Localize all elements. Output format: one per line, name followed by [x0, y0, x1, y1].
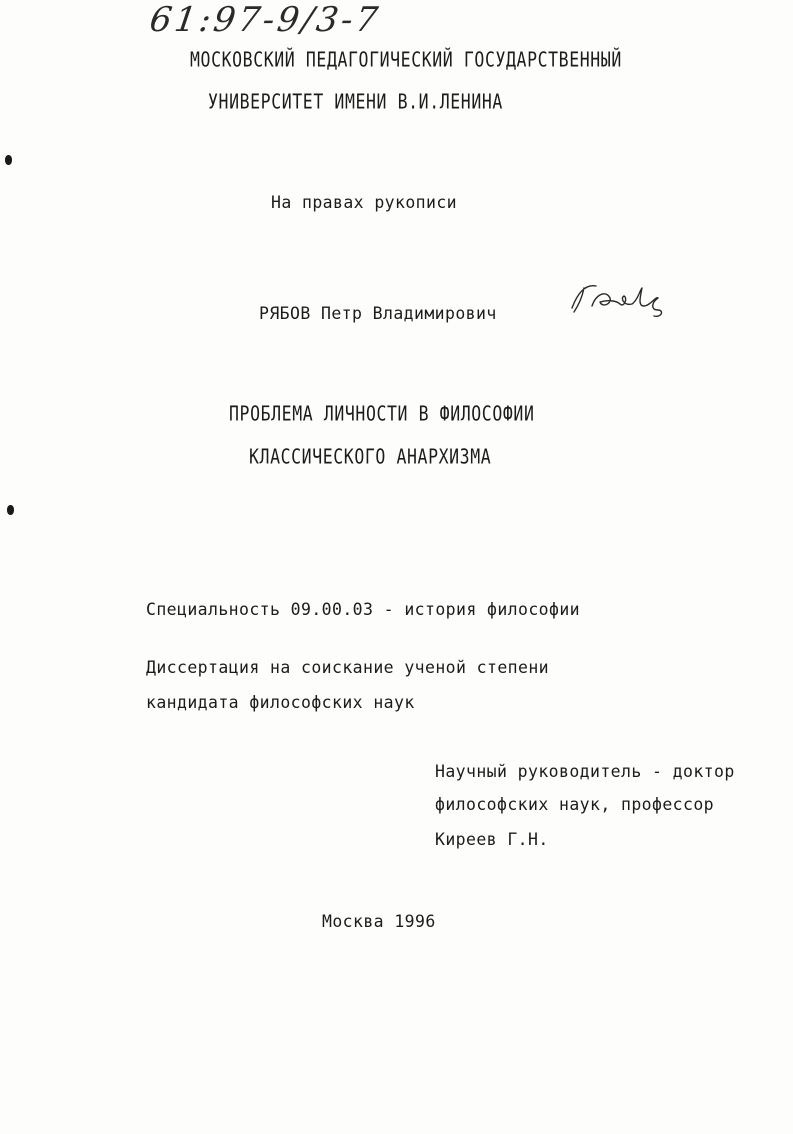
city-and-year: Москва 1996	[322, 912, 436, 931]
dissertation-title-line-2: КЛАССИЧЕСКОГО АНАРХИЗМА	[249, 444, 492, 469]
author-name: РЯБОВ Петр Владимирович	[259, 304, 497, 323]
university-name-line-2: УНИВЕРСИТЕТ ИМЕНИ В.И.ЛЕНИНА	[208, 89, 503, 114]
supervisor-line-2: философских наук, профессор	[435, 795, 715, 814]
manuscript-note: На правах рукописи	[271, 193, 458, 212]
punch-hole-mark	[7, 505, 14, 515]
catalog-number-handwritten: 61:97-9/3-7	[147, 0, 384, 40]
university-name-line-1: МОСКОВСКИЙ ПЕДАГОГИЧЕСКИЙ ГОСУДАРСТВЕННЫЙ	[190, 47, 622, 72]
dissertation-degree-line-2: кандидата философских наук	[146, 693, 415, 712]
supervisor-name: Киреев Г.Н.	[435, 830, 549, 849]
author-signature	[566, 276, 676, 326]
specialty-line: Специальность 09.00.03 - история философии	[146, 600, 581, 619]
punch-hole-mark	[5, 155, 12, 165]
dissertation-title-line-1: ПРОБЛЕМА ЛИЧНОСТИ В ФИЛОСОФИИ	[229, 401, 535, 426]
supervisor-line-1: Научный руководитель - доктор	[435, 762, 735, 781]
dissertation-degree-line-1: Диссертация на соискание ученой степени	[146, 658, 550, 677]
